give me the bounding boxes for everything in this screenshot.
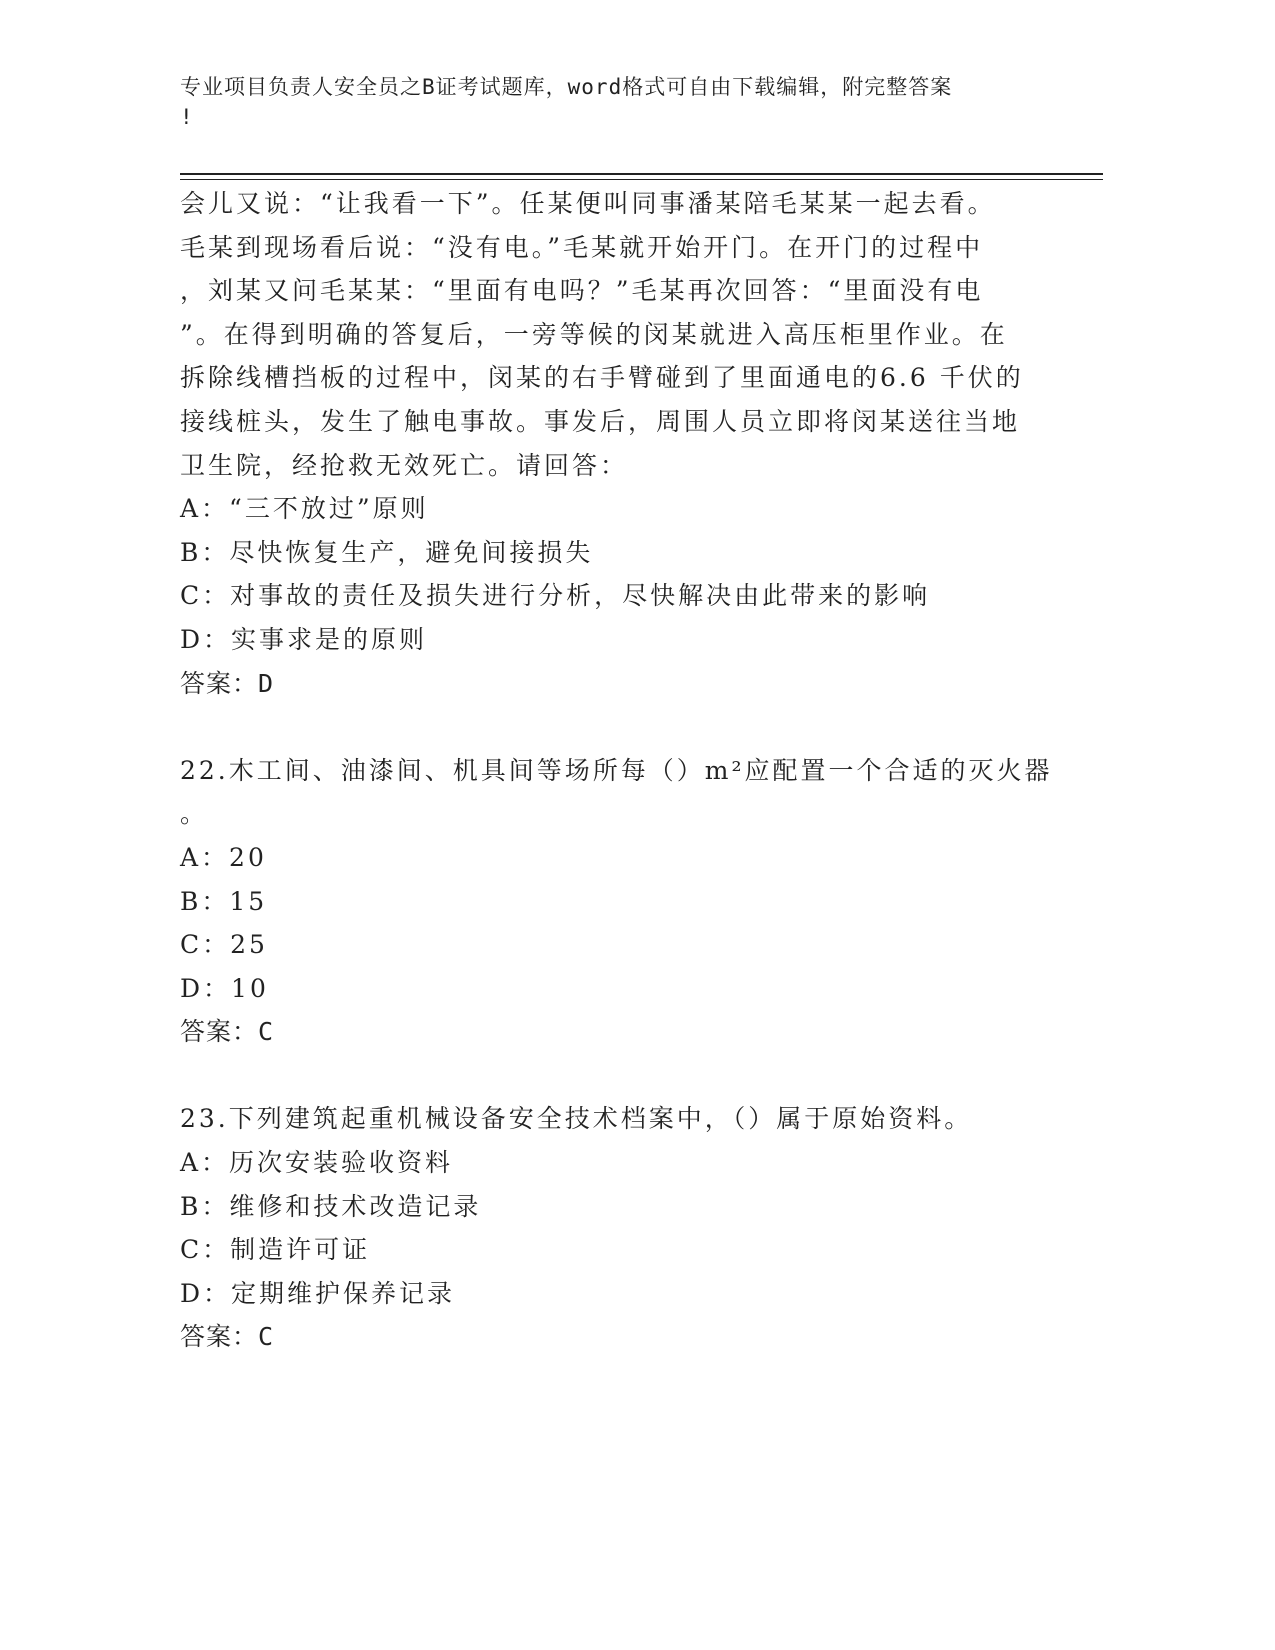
case-text-line: ，刘某又问毛某某：“里面有电吗？”毛某再次回答：“里面没有电 [180,276,984,306]
option-c: C：制造许可证 [180,1235,371,1265]
document-body [180,182,1053,1359]
option-a: A：历次安装验收资料 [180,1148,454,1178]
question-22 [180,749,1053,1054]
case-text-line: 接线桩头，发生了触电事故。事发后，周围人员立即将闵某送往当地 [180,406,1021,436]
answer-line: 答案：D [180,668,275,698]
header-title-continuation: ! [180,105,194,129]
option-d: D：10 [180,973,269,1003]
option-d: D：定期维护保养记录 [180,1278,456,1308]
question-stem: 22.木工间、油漆间、机具间等场所每（）m²应配置一个合适的灭火器 [180,755,1053,785]
option-d: D：实事求是的原则 [180,624,428,654]
option-a: A：20 [180,842,267,872]
option-a: A：“三不放过”原则 [180,494,429,524]
question-23 [180,1097,1040,1359]
case-text-line: ”。在得到明确的答复后，一旁等候的闵某就进入高压柜里作业。在 [180,319,1008,349]
answer-line: 答案：C [180,1017,275,1047]
question-spacer [180,1054,1040,1098]
header-title: 专业项目负责人安全员之B证考试题库，word格式可自由下载编辑，附完整答案 [180,75,953,99]
case-text-line: 拆除线槽挡板的过程中，闵某的右手臂碰到了里面通电的6.6 千伏的 [180,363,1024,393]
case-text-line: 卫生院，经抢救无效死亡。请回答： [180,450,629,480]
answer-line: 答案：C [180,1322,275,1352]
case-text-line: 会儿又说：“让我看一下”。任某便叫同事潘某陪毛某某一起去看。 [180,189,996,218]
header-divider-thin [180,179,1103,180]
case-question [180,182,1040,705]
page-header [180,72,1120,132]
option-b: B：维修和技术改造记录 [180,1191,482,1221]
header-divider-thick [180,173,1103,175]
option-c: C：25 [180,930,268,960]
option-b: B：15 [180,886,268,916]
option-b: B：尽快恢复生产，避免间接损失 [180,537,594,567]
question-stem: 23.下列建筑起重机械设备安全技术档案中，（）属于原始资料。 [180,1104,973,1134]
question-stem-continuation: 。 [180,799,209,829]
option-c: C：对事故的责任及损失进行分析，尽快解决由此带来的影响 [180,581,931,611]
case-text-line: 毛某到现场看后说：“没有电。”毛某就开始开门。在开门的过程中 [180,232,984,262]
question-spacer [180,705,1040,749]
